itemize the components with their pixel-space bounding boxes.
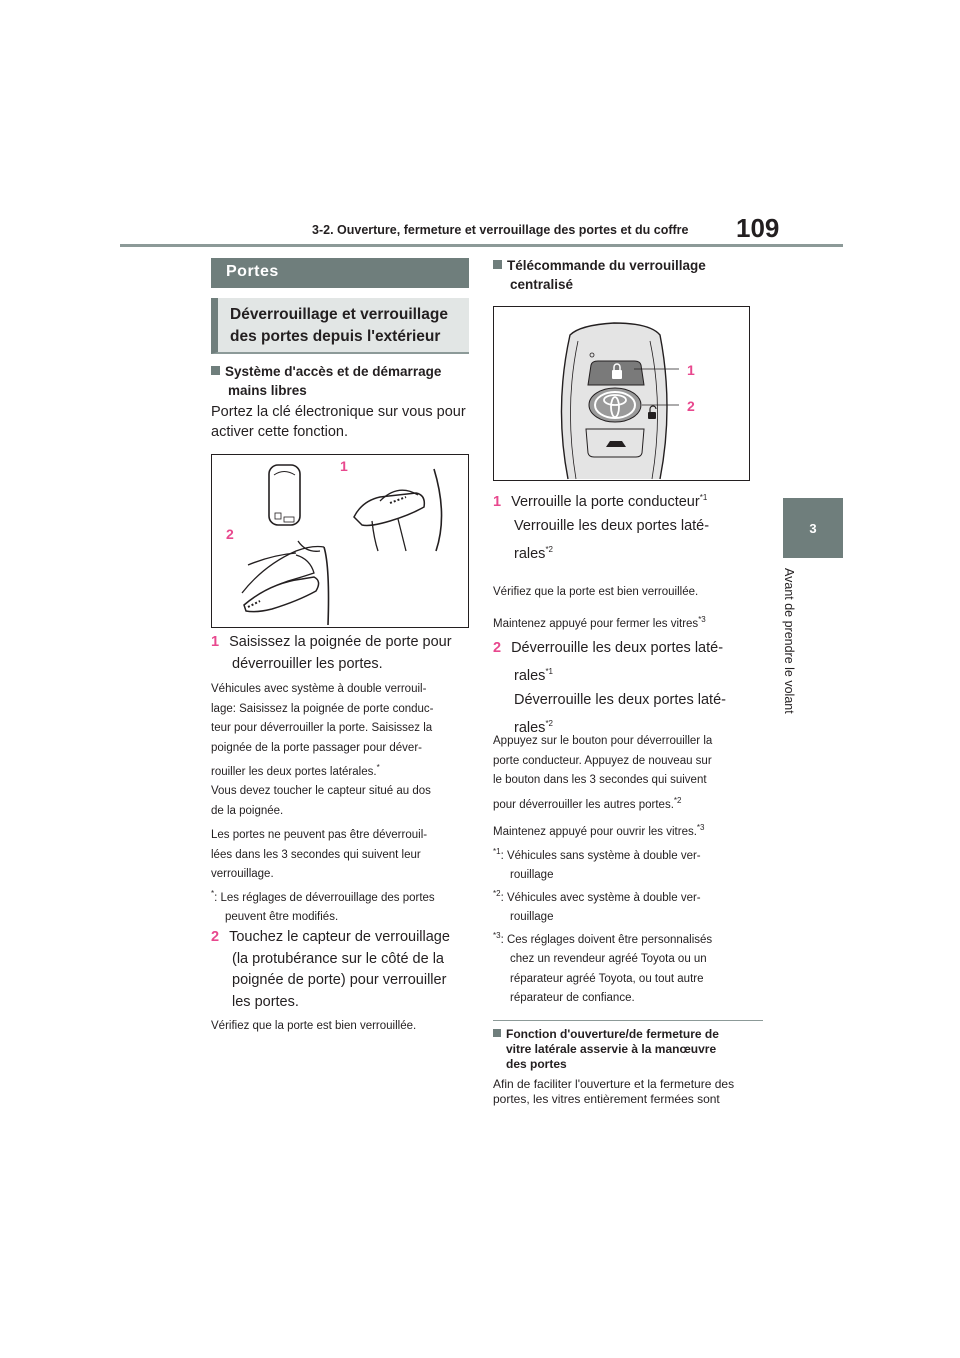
remote-step1-line3: rales [514, 545, 546, 562]
remote-press-note [493, 732, 755, 815]
footnote-line2: peuvent être modifiés. [225, 911, 339, 924]
remote-step2-line3: Déverrouille les deux portes laté- [514, 691, 726, 708]
step2-check-note: Vérifiez que la porte est bien verrouillée. [211, 1020, 417, 1032]
remote-hold-close [493, 610, 755, 634]
section-banner-portes: Portes [211, 258, 469, 288]
note1-line4: poignée de la porte passager pour déver- [211, 741, 422, 754]
square-bullet-icon [211, 366, 220, 375]
chapter-tab: 3 [783, 498, 843, 558]
footnote-ref: *1 [545, 667, 553, 676]
smart-key-illustration [212, 455, 468, 627]
note-unlock-delay [211, 826, 473, 885]
subheading-box [211, 298, 469, 354]
page-number: 109 [736, 213, 780, 243]
note1-line5: rouiller les deux portes latérales. [211, 765, 377, 778]
remote-step2-line4: rales [514, 719, 546, 736]
func-text-line2: portes, les vitres entièrement fermées sont [493, 1092, 720, 1106]
func-title-line1: Fonction d'ouverture/de fermeture de [506, 1027, 719, 1041]
window-function-title [493, 1027, 763, 1072]
footnote-3-line4: réparateur de confiance. [510, 992, 635, 1005]
step-number-1: 1 [211, 634, 220, 650]
intro-line2: activer cette fonction. [211, 424, 349, 440]
footnote-ref: *3 [696, 823, 705, 832]
note3-line2: lées dans les 3 secondes qui suivent leur [211, 848, 421, 861]
note1-footnote-ref: * [376, 763, 380, 772]
step-1-unlock [211, 632, 473, 675]
remote-hold-open [493, 818, 755, 842]
step2-line1: Touchez le capteur de verrouillage [229, 929, 450, 945]
footnote-ref: *1 [699, 493, 708, 502]
square-bullet-icon [493, 1029, 501, 1037]
remote-step-1 [493, 486, 755, 566]
square-bullet-icon [493, 260, 502, 269]
press-line2: porte conducteur. Appuyez de nouveau sur [493, 754, 712, 767]
note3-line1: Les portes ne peuvent pas être déverrouil- [211, 829, 428, 841]
footnote-ref: *3 [698, 615, 706, 624]
remote-title [493, 256, 755, 294]
func-title-line3: des portes [506, 1057, 567, 1071]
footnote-1-mark: *1 [493, 847, 501, 856]
footnote-3-line3: réparateur agréé Toyota, ou tout autre [510, 972, 704, 985]
remote-key-illustration [494, 307, 749, 480]
chapter-label-text: Avant de prendre le volant [782, 568, 796, 714]
window-function-text [493, 1077, 763, 1107]
system-title-line2: mains libres [228, 383, 307, 398]
footnote-star [211, 884, 473, 928]
remote-step-2 [493, 636, 755, 740]
remote-title-line2: centralisé [510, 277, 574, 292]
figure-callout-2: 2 [226, 526, 234, 542]
step1-line2: déverrouiller les portes. [232, 655, 383, 672]
press-line1: Appuyez sur le bouton pour déverrouiller la [493, 735, 713, 747]
step-2-lock [211, 927, 473, 1013]
section-divider [493, 1020, 763, 1021]
footnote-line1: : Les réglages de déverrouillage des portes [214, 891, 435, 904]
footnote-3-line2: chez un revendeur agréé Toyota ou un [510, 953, 707, 966]
figure-callout-2: 2 [687, 398, 695, 414]
header-divider [120, 244, 843, 247]
press-line3: le bouton dans les 3 secondes qui suivent [493, 774, 707, 786]
footnote-1-line1: : Véhicules sans système à double ver- [500, 849, 701, 862]
remote-step2-line1: Déverrouille les deux portes laté- [511, 640, 724, 656]
func-text-line1: Afin de faciliter l'ouverture et la fermeture des [493, 1077, 735, 1091]
chapter-label [782, 568, 812, 728]
note1-line2: lage: Saisissez la poignée de porte conduc- [211, 702, 434, 715]
footnote-3 [493, 926, 755, 1009]
system-title-line1: Système d'accès et de démarrage [225, 364, 442, 379]
note1-line3: teur pour déverrouiller la porte. Saisissez la [211, 722, 433, 734]
intro-line1: Portez la clé électronique sur vous pour [211, 404, 466, 420]
footnote-ref: *2 [673, 795, 682, 805]
note-double-locking [211, 680, 473, 782]
step-number-1: 1 [493, 493, 502, 510]
note2-line1: Vous devez toucher le capteur situé au dos [211, 785, 431, 797]
remote-step2-line2: rales [514, 667, 546, 684]
footnote-star-mark: * [211, 889, 215, 898]
note1-line1: Véhicules avec système à double verrouil- [211, 683, 427, 695]
hold-close-text: Maintenez appuyé pour fermer les vitres [493, 617, 699, 630]
footnote-2-mark: *2 [493, 889, 501, 898]
step2-line2: (la protubérance sur le côté de la [232, 950, 444, 967]
subheading-line1: Déverrouillage et verrouillage [230, 306, 448, 323]
footnote-ref: *2 [545, 718, 553, 728]
footnote-ref: *2 [545, 544, 553, 554]
note2-line2: de la poignée. [211, 804, 284, 817]
figure-callout-1: 1 [687, 362, 695, 378]
step1-line1: Saisissez la poignée de porte pour [229, 634, 452, 650]
remote-title-line1: Télécommande du verrouillage [507, 258, 706, 273]
figure-callout-1: 1 [340, 458, 348, 474]
footnote-1-line2: rouillage [510, 869, 554, 882]
figure-smart-key-handle [211, 454, 469, 628]
footnote-2-line2: rouillage [510, 911, 554, 924]
footnote-3-mark: *3 [493, 931, 501, 940]
figure-remote-key [493, 306, 750, 481]
system-title [211, 362, 471, 400]
func-title-line2: vitre latérale asservie à la manœuvre [506, 1042, 717, 1056]
step-number-2: 2 [493, 640, 502, 656]
step2-line4: les portes. [232, 993, 299, 1010]
footnote-2-line1: : Véhicules avec système à double ver- [500, 891, 701, 904]
footnote-1 [493, 842, 755, 886]
section-header: 3-2. Ouverture, fermeture et verrouillage des portes et du coffre [312, 223, 689, 237]
hold-open-text: Maintenez appuyé pour ouvrir les vitres. [493, 825, 697, 838]
note3-line3: verrouillage. [211, 868, 274, 880]
intro-text [211, 402, 473, 442]
subheading-line2: des portes depuis l'extérieur [230, 328, 441, 345]
remote-step1-line2: Verrouille les deux portes laté- [514, 517, 710, 534]
remote-step1-line1: Verrouille la porte conducteur [511, 493, 700, 510]
step2-line3: poignée de porte) pour verrouiller [232, 972, 447, 988]
press-line4: pour déverrouiller les autres portes. [493, 798, 674, 811]
footnote-2 [493, 884, 755, 928]
footnote-3-line1: : Ces réglages doivent être personnalisés [500, 933, 713, 946]
remote-check-note: Vérifiez que la porte est bien verrouillée. [493, 586, 699, 598]
note-sensor [211, 782, 473, 821]
step-number-2: 2 [211, 929, 220, 945]
